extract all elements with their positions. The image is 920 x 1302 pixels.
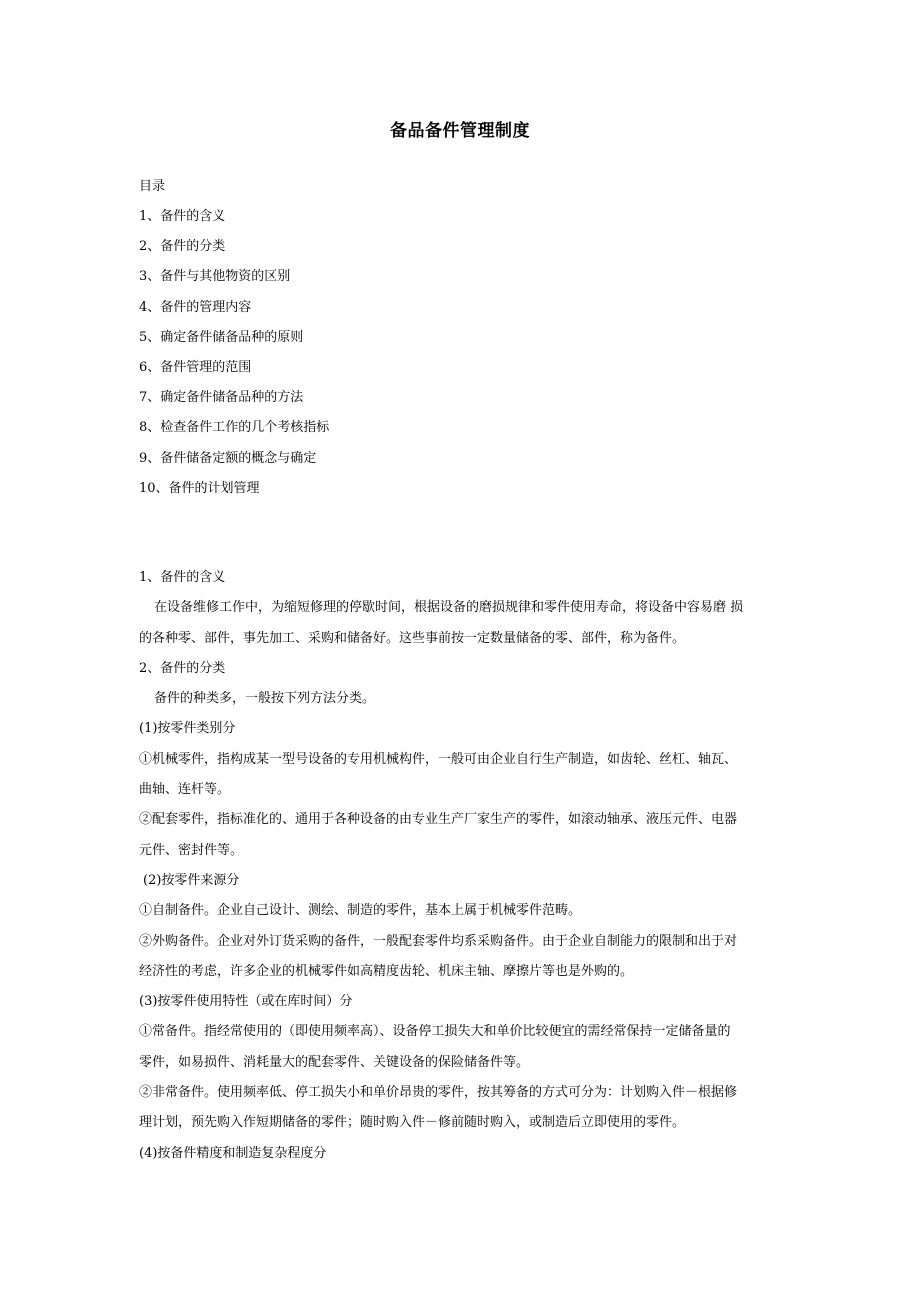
- paragraph-line: 元件、密封件等。: [139, 842, 244, 858]
- section-heading: 1、备件的含义: [139, 570, 226, 585]
- toc-item: 10、备件的计划管理: [139, 480, 260, 496]
- subsection-heading: (2)按零件来源分: [143, 872, 240, 888]
- paragraph-line: 在设备维修工作中，为缩短修理的停歇时间，根据设备的磨损规律和零件使用寿命，将设备中容易磨 损: [154, 600, 744, 616]
- subsection-heading: (1)按零件类别分: [139, 721, 236, 737]
- toc-item: 7、确定备件储备品种的方法: [139, 390, 304, 406]
- paragraph-line: ①自制备件。企业自己设计、测绘、制造的零件，基本上属于机械零件范畴。: [139, 903, 582, 919]
- paragraph-line: ①机械零件，指构成某一型号设备的专用机械构件，一般可由企业自行生产制造，如齿轮、丝杠、轴瓦、: [139, 751, 738, 767]
- paragraph-line: 理计划，预先购入作短期储备的零件；随时购入件－修前随时购入，或制造后立即使用的零件。: [139, 1115, 686, 1131]
- toc-item: 5、确定备件储备品种的原则: [139, 329, 304, 345]
- toc-item: 9、备件储备定额的概念与确定: [139, 450, 317, 466]
- paragraph-line: ②外购备件。企业对外订货采购的备件，一般配套零件均系采购备件。由于企业自制能力的限制和出于对: [139, 933, 738, 949]
- paragraph-line: 经济性的考虑，许多企业的机械零件如高精度齿轮、机床主轴、摩擦片等也是外购的。: [139, 963, 634, 979]
- paragraph-line: ②配套零件，指标准化的、通用于各种设备的由专业生产厂家生产的零件，如滚动轴承、液压元件、电器: [139, 812, 738, 828]
- toc-item: 4、备件的管理内容: [139, 299, 252, 315]
- section-heading: 2、备件的分类: [139, 660, 226, 676]
- toc-item: 8、检查备件工作的几个考核指标: [139, 420, 330, 436]
- paragraph-line: ①常备件。指经常使用的（即使用频率高）、设备停工损失大和单价比较便宜的需经常保持一定储备量的: [139, 1024, 731, 1040]
- toc-item: 6、备件管理的范围: [139, 359, 252, 375]
- document-body: [139, 567, 787, 1173]
- paragraph-line: ②非常备件。使用频率低、停工损失小和单价昂贵的零件，按其筹备的方式可分为：计划购入件－根据修: [139, 1085, 738, 1101]
- toc-heading: 目录: [139, 179, 166, 194]
- paragraph-line: 曲轴、连杆等。: [139, 782, 231, 798]
- paragraph-line: 备件的种类多，一般按下列方法分类。: [154, 691, 376, 707]
- table-of-contents: [139, 206, 329, 508]
- paragraph-line: 的各种零、部件，事先加工、采购和储备好。这些事前按一定数量储备的零、部件，称为备件。: [139, 630, 686, 646]
- toc-item: 1、备件的含义: [139, 209, 226, 224]
- document-title: 备品备件管理制度: [390, 121, 530, 141]
- toc-item: 2、备件的分类: [139, 239, 226, 255]
- toc-item: 3、备件与其他物资的区别: [139, 269, 291, 285]
- subsection-heading: (3)按零件使用特性（或在库时间）分: [139, 994, 353, 1010]
- paragraph-line: 零件，如易损件、消耗量大的配套零件、关键设备的保险储备件等。: [139, 1054, 530, 1070]
- subsection-heading: (4)按备件精度和制造复杂程度分: [139, 1145, 327, 1161]
